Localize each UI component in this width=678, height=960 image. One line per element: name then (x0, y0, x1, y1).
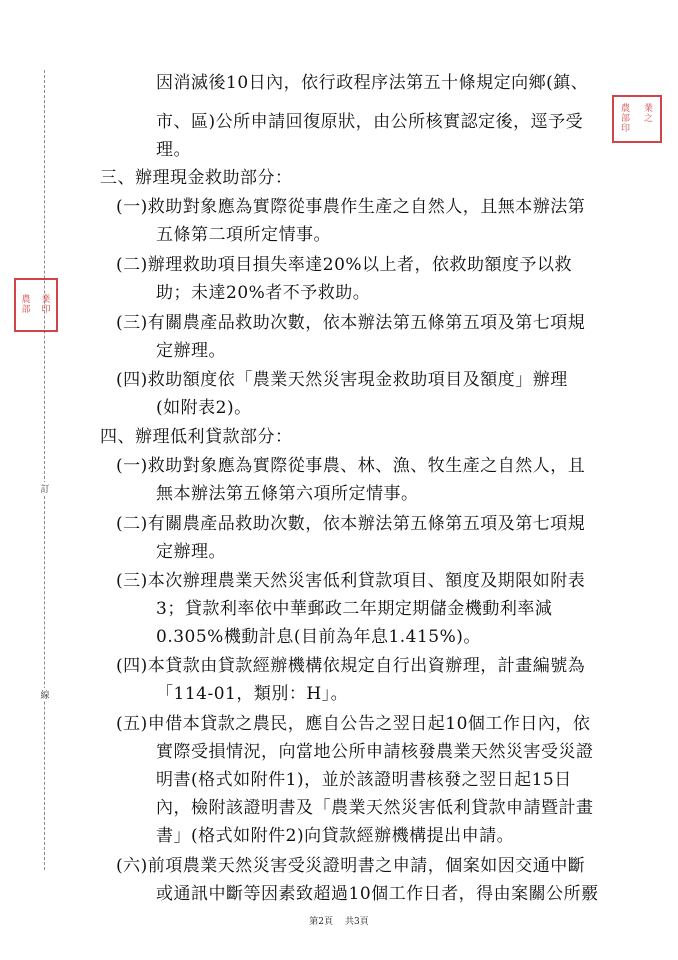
text-line: (五)申借本貸款之農民，應自公告之翌日起10個工作日內，依 (116, 714, 591, 734)
text-line: 助；未達20%者不予救助。 (156, 283, 371, 303)
binding-mark-xian: 線 (37, 688, 53, 701)
seal-char: 業 (41, 295, 51, 305)
section-heading: 四、辦理低利貸款部分： (100, 427, 293, 447)
text-line: 或通訊中斷等因素致超過10個工作日者，得由案關公所覈 (156, 884, 599, 904)
text-line: 3；貸款利率依中華郵政二年期定期儲金機動利率減 (156, 599, 553, 619)
text-line: (如附表2)。 (156, 398, 252, 418)
text-line: 因消滅後10日內，依行政程序法第五十條規定向鄉(鎮、 (156, 73, 589, 93)
text-line: (三)本次辦理農業天然災害低利貸款項目、額度及期限如附表 (116, 571, 586, 591)
seal-char: 印 (41, 305, 51, 315)
text-line: 書」(格式如附件2)向貸款經辦機構提出申請。 (156, 826, 515, 846)
seal-char: 部 (21, 305, 31, 315)
text-line: 實際受損情況，向當地公所申請核發農業天然災害受災證 (156, 742, 594, 762)
official-seal-right (612, 95, 662, 143)
text-line: (六)前項農業天然災害受災證明書之申請，個案如因交通中斷 (116, 856, 586, 876)
text-line: 定辦理。 (156, 542, 226, 562)
binding-margin-line (44, 70, 45, 870)
seal-char: 農 (21, 295, 31, 305)
section-heading: 三、辦理現金救助部分： (100, 168, 293, 188)
seal-char: 農 (620, 104, 630, 114)
seal-char: 印 (620, 124, 630, 134)
seal-char: 之 (643, 114, 653, 124)
text-line: 理。 (156, 140, 191, 160)
text-line: 內，檢附該證明書及「農業天然災害低利貸款申請暨計畫 (156, 798, 594, 818)
text-line: (四)救助額度依「農業天然災害現金救助項目及額度」辦理 (116, 370, 568, 390)
text-line: 「114-01，類別：H」。 (156, 684, 349, 704)
text-line: (一)救助對象應為實際從事農作生產之自然人，且無本辦法第 (116, 197, 586, 217)
text-line: (一)救助對象應為實際從事農、林、漁、牧生產之自然人，且 (116, 456, 586, 476)
official-seal-left (14, 278, 58, 332)
text-line: 市、區)公所申請回復原狀，由公所核實認定後，逕予受 (156, 112, 584, 132)
seal-char: 部 (620, 114, 630, 124)
text-line: 明書(格式如附件1)，並於該證明書核發之翌日起15日 (156, 770, 572, 790)
seal-char: 業 (643, 104, 653, 114)
text-line: (二)辦理救助項目損失率達20%以上者，依救助額度予以救 (116, 255, 573, 275)
page-total: 共3頁 (345, 917, 369, 927)
text-line: 定辦理。 (156, 341, 226, 361)
page-number: 第2頁 (309, 917, 333, 927)
page-footer (0, 914, 678, 927)
text-line: 五條第二項所定情事。 (156, 225, 331, 245)
text-line: (二)有關農產品救助次數，依本辦法第五條第五項及第七項規 (116, 514, 586, 534)
text-line: 0.305%機動計息(目前為年息1.415%)。 (156, 627, 481, 647)
binding-mark-ding: 訂 (37, 482, 53, 495)
text-line: (四)本貸款由貸款經辦機構依規定自行出資辦理，計畫編號為 (116, 656, 586, 676)
text-line: (三)有關農產品救助次數，依本辦法第五條第五項及第七項規 (116, 313, 586, 333)
text-line: 無本辦法第五條第六項所定情事。 (156, 484, 419, 504)
